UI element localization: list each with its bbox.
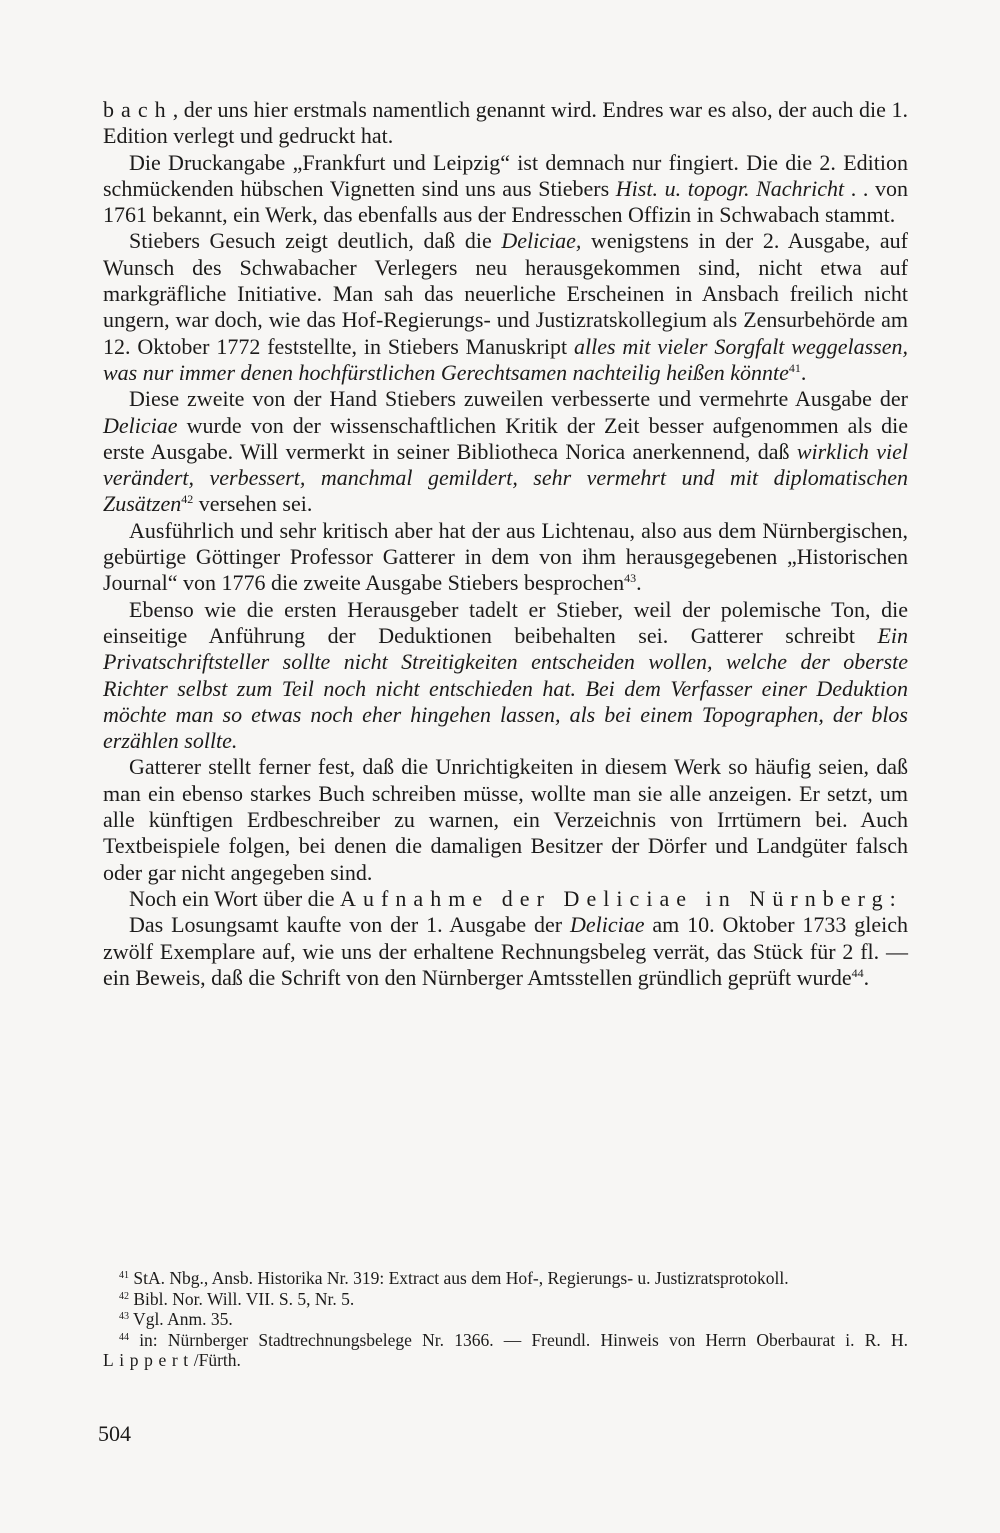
text-run: versehen sei.: [193, 491, 313, 517]
paragraph: [103, 597, 908, 755]
text-run: Noch ein Wort über die: [129, 885, 341, 911]
footnote: [103, 1268, 908, 1289]
footnote-ref: 43: [119, 1311, 129, 1322]
footnote-ref: 42: [119, 1290, 129, 1302]
text-run: Das Losungsamt kaufte von der 1. Ausgabe der: [129, 912, 570, 938]
paragraph: [103, 754, 908, 885]
footnote: [103, 1289, 908, 1310]
footnote: [103, 1309, 908, 1330]
text-run: Die Druckangabe „Frankfurt und Leipzig“ ist demnach nur fingiert. Die die 2. Edition schmückenden hübschen Vignetten sind uns aus Stiebers: [103, 149, 908, 201]
footnote-ref: 42: [181, 492, 194, 507]
text-run: am 10. Oktober 1733 gleich zwölf Exemplare auf, wie uns der erhaltene Rechnungsbeleg verrät, das Stück für 2 fl. — ein Beweis, daß die Schrift von den Nürnberger Amtsstellen gründlich geprüft wurde: [103, 912, 908, 990]
italic-text: Deliciae: [103, 412, 178, 438]
text-run: Gatterer stellt ferner fest, daß die Unrichtigkeiten in diesem Werk so häufig seien, daß man ein ebenso starkes Buch schreiben müsse, wollte man sie alle anzeigen. Er setzt, um alle künftigen Erdbeschreiber zu warnen, ein Verzeichnis von Irrtümern bei. Auch Textbeispiele folgen, bei denen die damaligen Besitzer der Dörfer und Landgüter falsch oder gar nicht angegeben sind.: [103, 754, 908, 885]
text-run: Diese zweite von der Hand Stiebers zuweilen verbesserte und vermehrte Ausgabe der: [129, 386, 908, 412]
text-run: .: [800, 359, 807, 385]
italic-text: Deliciae,: [501, 228, 582, 254]
text-run: wurde von der wissenschaftlichen Kritik der Zeit besser aufgenommen als die erste Ausgabe. Will vermerkt in seiner Bibliotheca Norica anerkennend, daß: [103, 412, 908, 464]
footnote-ref: 41: [119, 1270, 129, 1281]
paragraph: [103, 886, 908, 912]
text-run: , der uns hier erstmals namentlich genannt wird. Endres war es also, der auch die 1. Edition verlegt und gedruckt hat.: [103, 97, 908, 149]
text-run: Bibl. Nor. Will. VII. S. 5, Nr. 5.: [129, 1288, 355, 1309]
italic-text: Deliciae: [569, 912, 645, 938]
paragraph: [103, 228, 908, 386]
spaced-text: bach: [103, 97, 173, 122]
footnote-ref: 44: [119, 1331, 129, 1343]
text-run: in: Nürnberger Stadtrechnungsbelege Nr. 1366. — Freundl. Hinweis von Herrn Oberbaurat i. R. H.: [129, 1329, 908, 1350]
text-run: /Fürth.: [193, 1350, 241, 1370]
text-run: StA. Nbg., Ansb. Historika Nr. 319: Extract aus dem Hof-, Regierungs- u. Justizratsprotokoll.: [129, 1268, 789, 1288]
page-number: 504: [98, 1421, 131, 1446]
text-run: Vgl. Anm. 35.: [129, 1309, 233, 1329]
italic-text: Ein Privatschriftsteller sollte nicht Streitigkeiten entscheiden wollen, welche der oberste Richter selbst zum Teil noch nicht entschieden hat. Bei dem Verfasser einer Deduktion möchte man so etwas noch eher hingehen lassen, als bei einem Topographen, der blos erzählen sollte.: [103, 622, 908, 754]
paragraph: [103, 518, 908, 597]
text-run: Ebenso wie die ersten Herausgeber tadelt er Stieber, weil der polemische Ton, die einseitige Anführung der Deduktionen beibehalten sei. Gatterer schreibt: [103, 596, 908, 648]
italic-text: wirklich viel verändert, verbessert, manchmal gemildert, sehr vermehrt und mit diplomatischen Zusätzen: [103, 438, 908, 517]
footnote-ref: 43: [624, 571, 637, 586]
text-run: Ausführlich und sehr kritisch aber hat der aus Lichtenau, also aus dem Nürnbergischen, gebürtige Göttinger Professor Gatterer in dem von ihm herausgegebenen „Historischen Journal“ von 1776 die zweite Ausgabe Stiebers besprochen: [103, 517, 908, 596]
footnote-ref: 44: [851, 965, 864, 980]
paragraph: [103, 150, 908, 229]
paragraph: [103, 97, 908, 150]
text-run: wenigstens in der 2. Ausgabe, auf Wunsch des Schwabacher Verlegers neu herausgekommen sind, nicht etwa auf markgräfliche Initiative. Man sah das neuerliche Erscheinen in Ansbach freilich nicht ungern, war doch, wie das Hof-Regierungs- und Justizratskollegium als Zensurbehörde am 12. Oktober 1772 feststellte, in Stiebers Manuskript: [103, 228, 908, 359]
paragraph: [103, 912, 908, 991]
footnotes: [103, 1268, 908, 1371]
main-text: [103, 97, 908, 991]
spaced-text: Aufnahme der Deliciae in Nürnberg:: [340, 885, 903, 911]
paragraph: [103, 386, 908, 517]
text-run: .: [636, 570, 642, 596]
text-run: . . von 1761 bekannt, ein Werk, das ebenfalls aus der Endresschen Offizin in Schwabach stammt.: [103, 175, 909, 228]
text-run: .: [863, 964, 870, 990]
spaced-text: Lippert: [103, 1350, 194, 1370]
footnote-ref: 41: [788, 360, 801, 375]
footnote: [103, 1330, 908, 1371]
italic-text: Hist. u. topogr. Nachricht: [615, 175, 845, 201]
italic-text: alles mit vieler Sorgfalt weggelassen, was nur immer denen hochfürstlichen Gerechtsamen nachteilig heißen könnte: [103, 333, 909, 385]
text-run: Stiebers Gesuch zeigt deutlich, daß die: [129, 228, 502, 254]
